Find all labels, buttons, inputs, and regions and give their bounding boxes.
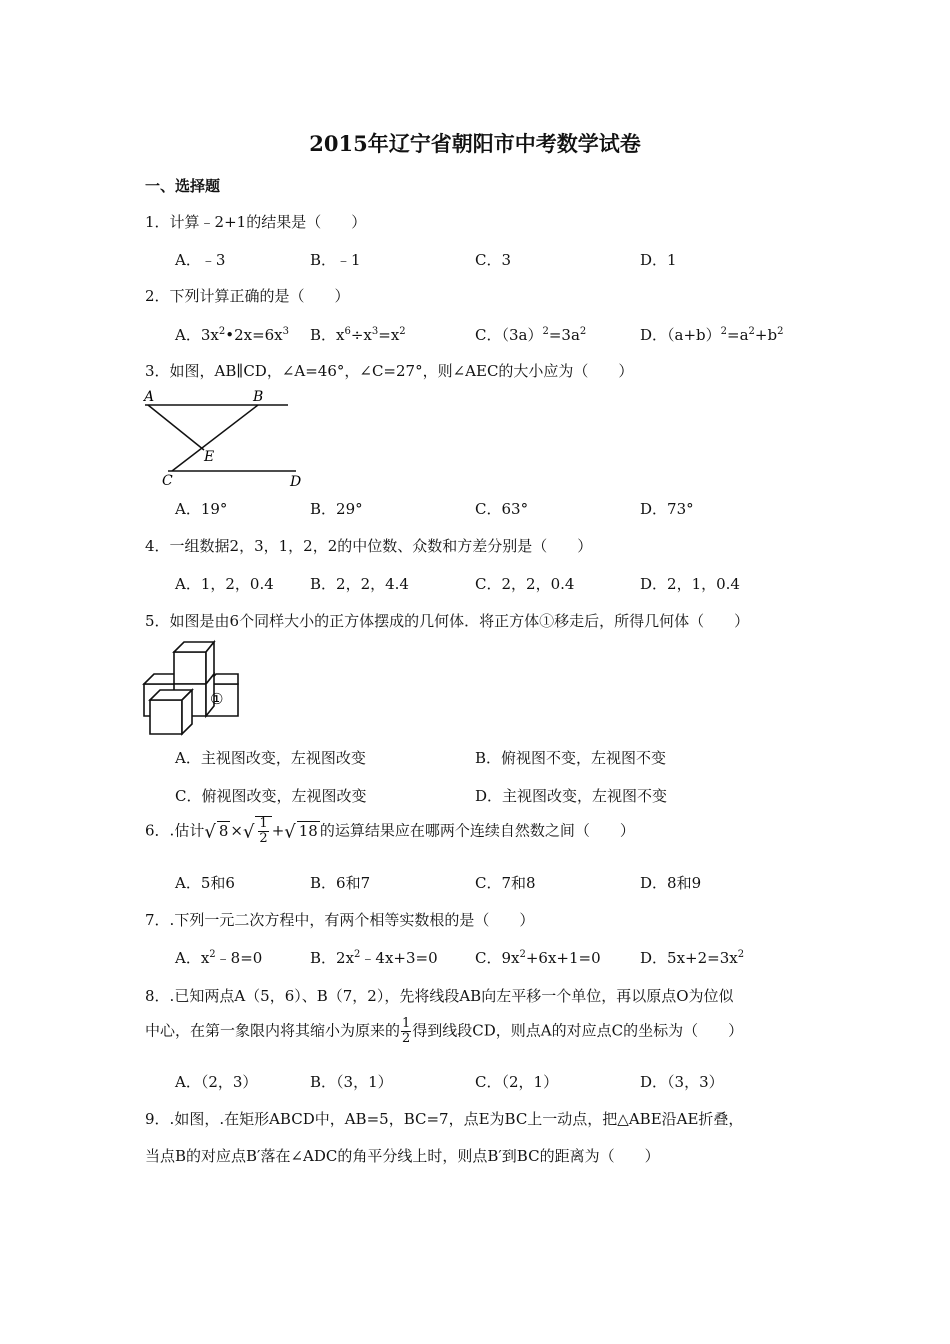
q2-option-b: B．$x^6\div x^3=x^2$ xyxy=(310,326,406,344)
q3-option-d: D．73° xyxy=(640,500,694,518)
cube-marker-label: ① xyxy=(210,690,224,708)
radicand-8: 8 xyxy=(218,821,229,840)
q4-option-d: D．2，1，0.4 xyxy=(640,575,740,593)
radicand-18: 18 xyxy=(298,821,318,840)
q4-option-b: B．2，2，4.4 xyxy=(310,575,409,593)
q8-option-b: B．（3，1） xyxy=(310,1073,393,1091)
q6-option-c: C．7和8 xyxy=(475,874,536,892)
question-stem: .下列一元二次方程中，有两个相等实数根的是（ ） xyxy=(169,911,535,929)
point-a-label: A xyxy=(144,389,155,405)
q4-option-c: C．2，2，0.4 xyxy=(475,575,575,593)
section-heading: 一、选择题 xyxy=(145,177,221,195)
question-7 xyxy=(145,909,534,930)
question-2 xyxy=(145,285,350,306)
q8-option-a: A．（2，3） xyxy=(175,1073,258,1091)
q7-option-d: D．$5x+2=3x^2$ xyxy=(640,949,745,967)
question-1 xyxy=(145,211,366,232)
q7-option-c: C．$9x^2+6x+1=0$ xyxy=(475,949,601,967)
q3-option-b: B．29° xyxy=(310,500,363,518)
page-title: 2015年辽宁省朝阳市中考数学试卷 xyxy=(309,131,641,156)
parallel-lines-figure xyxy=(140,385,310,493)
question-3 xyxy=(145,360,633,381)
point-e-label: E xyxy=(204,449,215,465)
question-number: 3． xyxy=(145,362,170,380)
point-b-label: B xyxy=(253,389,264,405)
point-d-label: D xyxy=(290,474,302,490)
question-number: 4． xyxy=(145,537,170,555)
q3-option-c: C．63° xyxy=(475,500,529,518)
q8-option-c: C．（2，1） xyxy=(475,1073,559,1091)
q1-option-d: D．1 xyxy=(640,251,677,269)
question-stem: 如图是由6个同样大小的正方体摆成的几何体．将正方体①移走后，所得几何体（ ） xyxy=(169,612,750,630)
q5-option-b: B．俯视图不变，左视图不变 xyxy=(475,749,667,767)
q5-option-d: D．主视图改变，左视图不变 xyxy=(475,787,668,805)
question-number: 8． xyxy=(145,987,170,1005)
fraction-half: $\frac{1}{2}$ xyxy=(259,816,268,846)
q5-option-c: C．俯视图改变，左视图改变 xyxy=(175,787,367,805)
fraction-half: $\frac{1}{2}$ xyxy=(402,1016,411,1046)
q1-option-a: A．﹣3 xyxy=(175,251,226,269)
question-6: 6．.估计√ 8 ×√ $\frac{1}{2}$ +√ 18 的运算结果应在哪两个连续自然数之间（ ） xyxy=(145,816,635,846)
q1-option-b: B．﹣1 xyxy=(310,251,361,269)
question-9-line-1: 9．.如图，.在矩形ABCD中，AB=5，BC=7，点E为BC上一动点，把△ABE沿AE折叠， xyxy=(145,1110,744,1128)
q1-option-c: C．3 xyxy=(475,251,512,269)
question-9-line-2: 当点B的对应点B′落在∠ADC的角平分线上时，则点B′到BC的距离为（ ） xyxy=(145,1147,660,1165)
q4-option-a: A．1，2，0.4 xyxy=(175,575,274,593)
cube-stack-figure xyxy=(140,638,242,738)
q2-option-d: D．$(a+b)^2=a^2+b^2$ xyxy=(640,326,784,344)
point-c-label: C xyxy=(162,473,173,489)
question-number: 9． xyxy=(145,1110,170,1128)
q7-option-b: B．$2x^2﹣4x+3=0$ xyxy=(310,949,438,967)
question-stem: 计算﹣2+1的结果是（ ） xyxy=(169,213,367,231)
question-number: 7． xyxy=(145,911,170,929)
q6-option-d: D．8和9 xyxy=(640,874,702,892)
q5-option-a: A．主视图改变，左视图改变 xyxy=(175,749,366,767)
question-stem: 下列计算正确的是（ ） xyxy=(169,287,350,305)
q2-option-a: A．$3x^2•2x=6x^3$ xyxy=(175,326,290,344)
question-stem: 一组数据2，3，1，2，2的中位数、众数和方差分别是（ ） xyxy=(169,537,593,555)
question-5 xyxy=(145,610,749,631)
question-8-line-2: 中心，在第一象限内将其缩小为原来的 $\frac{1}{2}$ 得到线段CD，则点A的对应点C的坐标为（ ） xyxy=(145,1016,744,1046)
question-number: 5． xyxy=(145,612,170,630)
question-number: 6． xyxy=(145,821,170,840)
question-number: 2． xyxy=(145,287,170,305)
q8-option-d: D．（3，3） xyxy=(640,1073,724,1091)
question-4 xyxy=(145,535,592,556)
question-stem: 如图，AB∥CD，∠A=46°，∠C=27°，则∠AEC的大小应为（ ） xyxy=(169,362,634,380)
question-8-line-1: 8．.已知两点A（5，6）、B（7，2），先将线段AB向左平移一个单位，再以原点O为位似 xyxy=(145,987,734,1005)
q2-option-c: C．$(3a)^2=3a^2$ xyxy=(475,326,587,344)
question-number: 1． xyxy=(145,213,170,231)
q3-option-a: A．19° xyxy=(175,500,228,518)
q6-option-a: A．5和6 xyxy=(175,874,235,892)
q6-option-b: B．6和7 xyxy=(310,874,371,892)
q7-option-a: A．$x^2﹣8=0$ xyxy=(175,949,263,967)
